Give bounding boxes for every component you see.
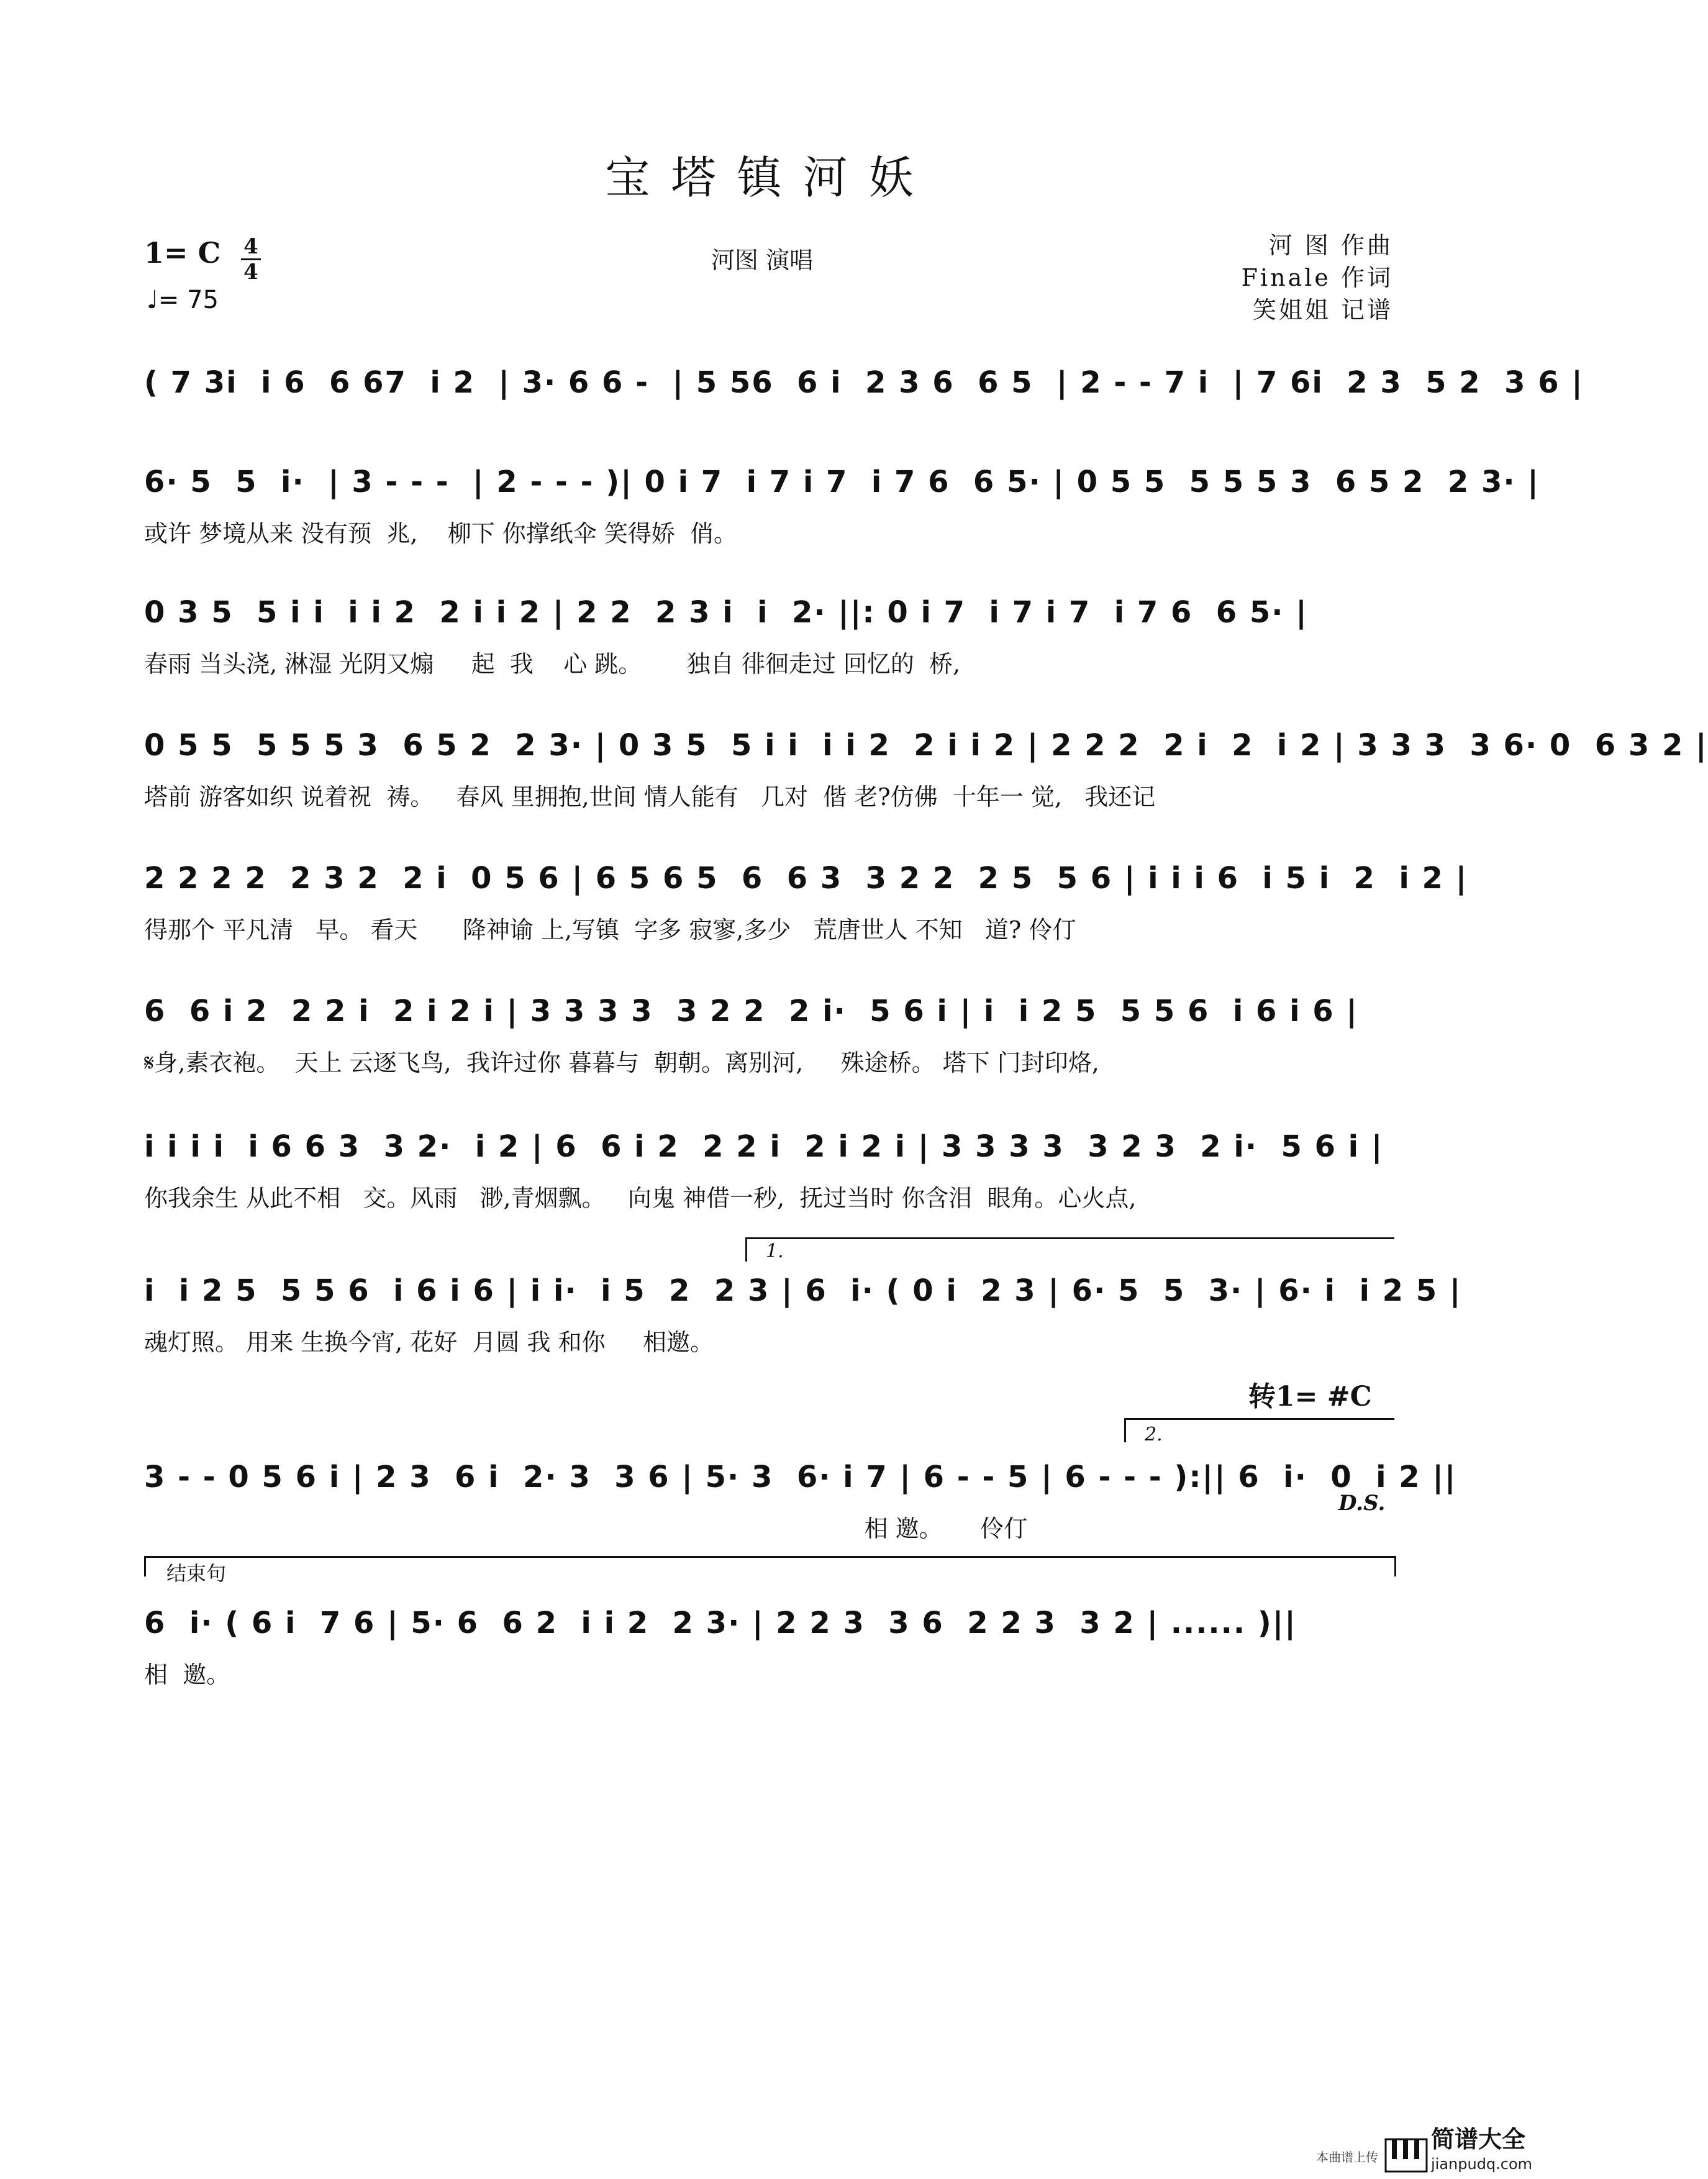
time-signature-top: 4 bbox=[243, 234, 258, 259]
lyricist-credit: Finale 作词 bbox=[1241, 264, 1393, 291]
lyric-line: 𝄋身,素衣袍。 天上 云逐飞鸟, 我许过你 暮暮与 朝朝。离别河, 殊途桥。 塔下 门封印烙, bbox=[144, 1049, 1099, 1076]
lyric-line: 或许 梦境从来 没有预 兆, 柳下 你撑纸伞 笑得娇 俏。 bbox=[144, 520, 738, 547]
lyric-line: 相 邀。 伶仃 bbox=[144, 1515, 1028, 1542]
ending-label: 结束句 bbox=[166, 1562, 227, 1585]
second-ending-bracket bbox=[1124, 1418, 1394, 1445]
notation-line: i i i i i 6 6 3 3 2· i 2 | 6 6 i 2 2 2 i 2 i 2 i | 3 3 3 3 3 2 3 2 i· 5 6 i | bbox=[144, 1129, 1384, 1164]
lyric-line: 塔前 游客如织 说着祝 祷。 春风 里拥抱,世间 情人能有 几对 偕 老?仿佛 十年一 觉, 我还记 bbox=[144, 783, 1156, 811]
notation-line: i i 2 5 5 5 6 i 6 i 6 | i i· i 5 2 2 3 | 6 i· ( 0 i 2 3 | 6· 5 5 3· | 6· i i 2 5 | bbox=[144, 1273, 1462, 1308]
dal-segno-marking: D.S. bbox=[1338, 1491, 1386, 1516]
lyric-line: 春雨 当头浇, 淋湿 光阴又煽 起 我 心 跳。 独自 徘徊走过 回忆的 桥, bbox=[144, 650, 961, 678]
first-ending-bracket bbox=[745, 1237, 1394, 1262]
notation-line: 0 3 5 5 i i i i 2 2 i i 2 | 2 2 2 3 i i 2· ||: 0 i 7 i 7 i 7 i 7 6 6 5· | bbox=[144, 595, 1308, 630]
key-change-marking: 转1= #C bbox=[1248, 1381, 1372, 1412]
second-ending-label: 2. bbox=[1145, 1424, 1163, 1445]
ending-bracket bbox=[144, 1556, 1396, 1576]
lyric-line: 相 邀。 bbox=[144, 1661, 230, 1688]
lyric-line: 得那个 平凡清 早。 看天 降神谕 上,写镇 字多 寂寥,多少 荒唐世人 不知 道? 伶仃 bbox=[144, 916, 1076, 944]
notation-line: 3 - - 0 5 6 i | 2 3 6 i 2· 3 3 6 | 5· 3 6· i 7 | 6 - - 5 | 6 - - - ):|| 6 i· 0 i 2 || bbox=[144, 1460, 1457, 1494]
time-signature-bottom: 4 bbox=[243, 260, 258, 284]
brand-url: jianpudq.com bbox=[1431, 2155, 1533, 2173]
site-watermark bbox=[1316, 2123, 1540, 2179]
tempo-marking: ♩= 75 bbox=[147, 286, 219, 314]
first-ending-label: 1. bbox=[766, 1240, 784, 1262]
page-title: 宝塔镇河妖 bbox=[605, 152, 935, 204]
notation-line: 6 i· ( 6 i 7 6 | 5· 6 6 2 i i 2 2 3· | 2 2 3 3 6 2 2 3 3 2 | ...... )|| bbox=[144, 1606, 1297, 1640]
singer-credit: 河图 演唱 bbox=[711, 247, 814, 274]
notation-line: ( 7 3i i 6 6 67 i 2 | 3· 6 6 - | 5 56 6 i 2 3 6 6 5 | 2 - - 7 i | 7 6i 2 3 5 2 3 6 | bbox=[144, 365, 1584, 400]
piano-logo-icon bbox=[1384, 2137, 1428, 2174]
composer-credit: 河 图 作曲 bbox=[1268, 232, 1393, 259]
notation-line: 2 2 2 2 2 3 2 2 i 0 5 6 | 6 5 6 5 6 6 3 3 2 2 2 5 5 6 | i i i 6 i 5 i 2 i 2 | bbox=[144, 861, 1468, 896]
lyric-line: 你我余生 从此不相 交。风雨 渺,青烟飘。 向鬼 神借一秒, 抚过当时 你含泪 眼角。心火点, bbox=[144, 1185, 1137, 1212]
brand-name: 简谱大全 bbox=[1431, 2126, 1526, 2153]
notation-line: 6· 5 5 i· | 3 - - - | 2 - - - )| 0 i 7 i 7 i 7 i 7 6 6 5· | 0 5 5 5 5 5 3 6 5 2 2 3· | bbox=[144, 465, 1540, 499]
time-signature bbox=[238, 235, 263, 284]
notation-line: 6 6 i 2 2 2 i 2 i 2 i | 3 3 3 3 3 2 2 2 i· 5 6 i | i i 2 5 5 5 6 i 6 i 6 | bbox=[144, 994, 1358, 1029]
transcriber-credit: 笑姐姐 记谱 bbox=[1252, 296, 1393, 324]
key-signature: 1= C bbox=[144, 236, 221, 270]
upload-note: 本曲谱上传 bbox=[1316, 2150, 1378, 2165]
lyric-line: 魂灯照。 用来 生换今宵, 花好 月圆 我 和你 相邀。 bbox=[144, 1329, 714, 1356]
notation-line: 0 5 5 5 5 5 3 6 5 2 2 3· | 0 3 5 5 i i i i 2 2 i i 2 | 2 2 2 2 i 2 i 2 | 3 3 3 3 6· 0 6 3 2 | bbox=[144, 728, 1708, 763]
